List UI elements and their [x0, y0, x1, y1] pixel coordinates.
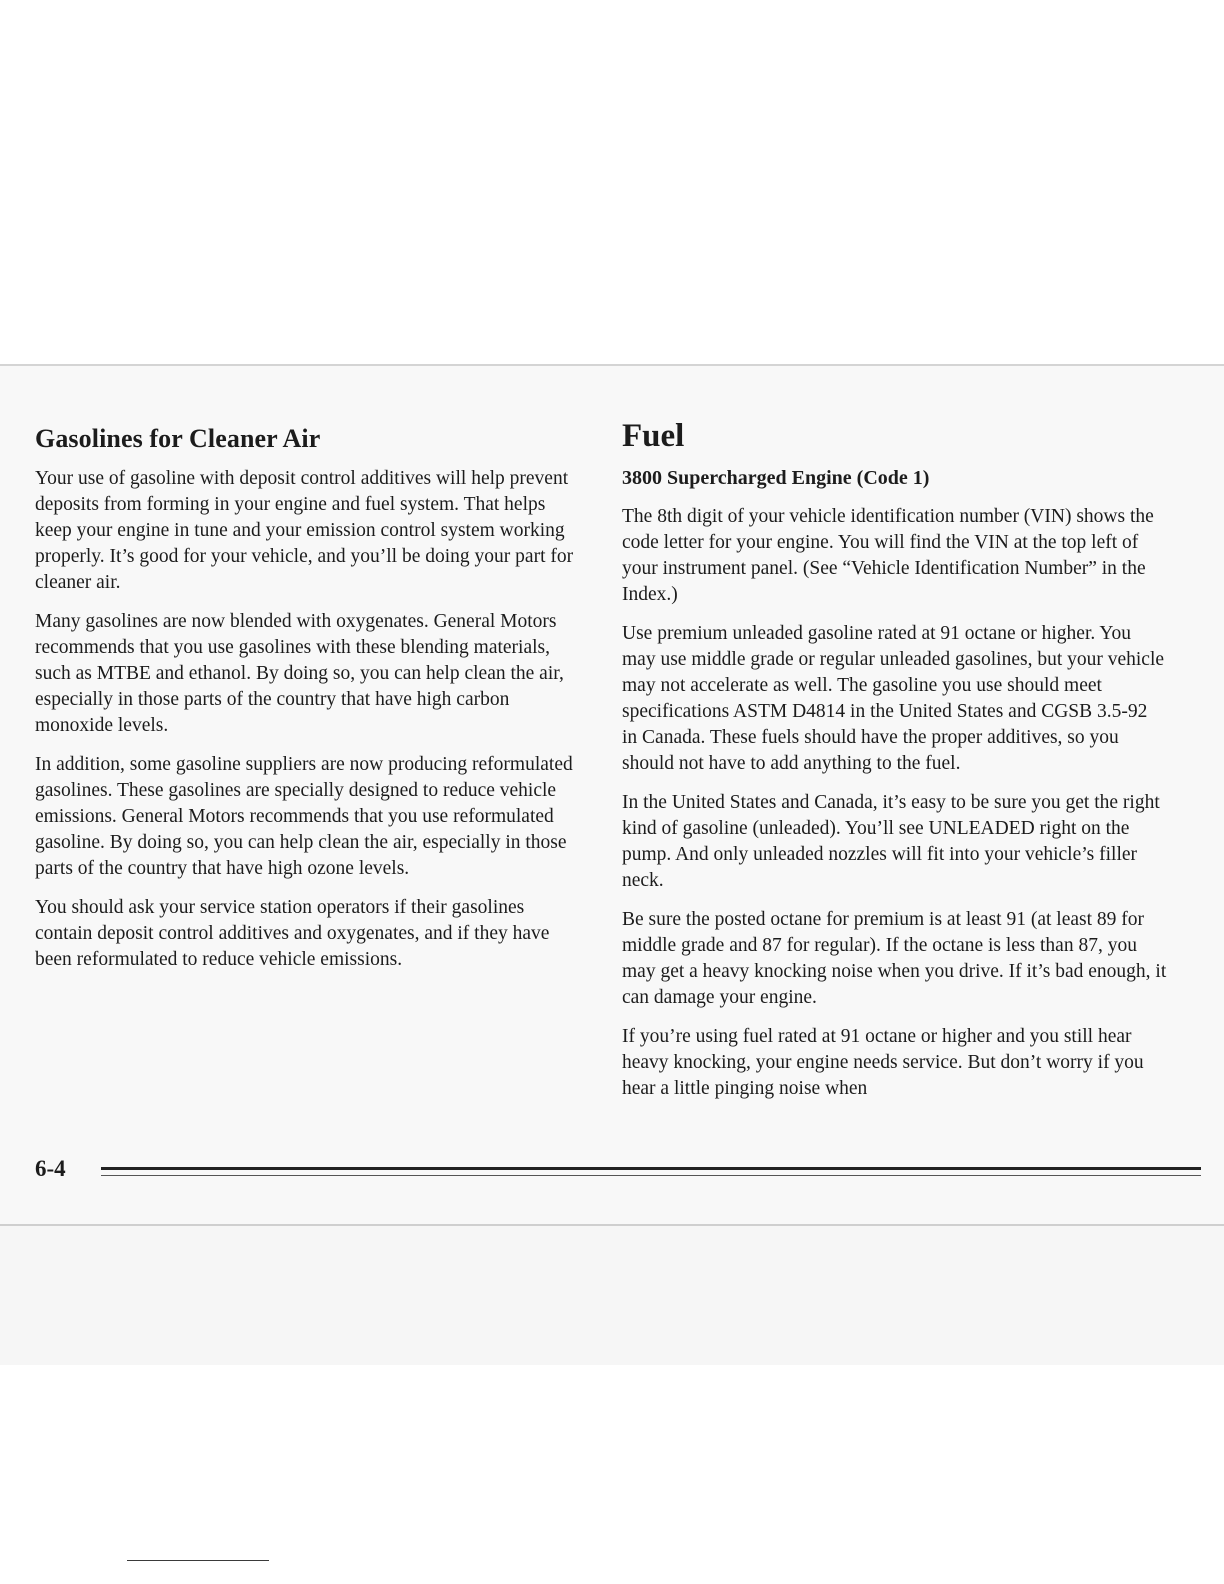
paragraph: Be sure the posted octane for premium is at least 91 (at least 89 for middle grade and 87 for regular). If the octane is less than 87, you may get a heavy knocking noise when you drive. If it’s bad enough, it can damage your engine. [622, 909, 1167, 1008]
gasolines-heading: Gasolines for Cleaner Air [35, 424, 321, 453]
paragraph: You should ask your service station operators if their gasolines contain deposit control additives and oxygenates, and if they have been reformulated to reduce vehicle emissions. [35, 897, 550, 970]
paragraph: In addition, some gasoline suppliers are now producing reformulated gasolines. These gasolines are specially designed to reduce vehicle emissions. General Motors recommends that you use reformulated gasoline. By doing so, you can help clean the air, especially in those parts of the country that have high ozone levels. [35, 754, 573, 879]
engine-subheading: 3800 Supercharged Engine (Code 1) [622, 467, 930, 489]
left-column [35, 424, 575, 986]
page-footer [35, 1156, 1165, 1186]
page-number: 6-4 [35, 1156, 66, 1181]
footer-rule-thin [101, 1175, 1201, 1176]
footer-rule-thick [101, 1167, 1201, 1170]
paragraph: Many gasolines are now blended with oxygenates. General Motors recommends that you use gasolines with these blending materials, such as MTBE and ethanol. By doing so, you can help clean the air, especially in those parts of the country that have high carbon monoxide levels. [35, 611, 564, 736]
paragraph: Your use of gasoline with deposit control additives will help prevent deposits from forming in your engine and fuel system. That helps keep your engine in tune and your emission control system working properly. It’s good for your vehicle, and you’ll be doing your part for cleaner air. [35, 468, 574, 593]
footnote-rule [127, 1560, 269, 1561]
paragraph: In the United States and Canada, it’s easy to be sure you get the right kind of gasoline (unleaded). You’ll see UNLEADED right on the pump. And only unleaded nozzles will fit into your vehicle’s filler neck. [622, 792, 1160, 891]
manual-page [0, 366, 1224, 1224]
paragraph: The 8th digit of your vehicle identification number (VIN) shows the code letter for your engine. You will find the VIN at the top left of your instrument panel. (See “Vehicle Identification Number” in the Index.) [622, 506, 1154, 605]
right-column [622, 418, 1167, 1115]
page-bottom-edge [0, 1224, 1224, 1226]
paragraph: Use premium unleaded gasoline rated at 91 octane or higher. You may use middle grade or regular unleaded gasolines, but your vehicle may not accelerate as well. The gasoline you use should meet specifications ASTM D4814 in the United States and CGSB 3.5-92 in Canada. These fuels should have the proper additives, so you should not have to add anything to the fuel. [622, 623, 1165, 774]
fuel-heading: Fuel [622, 418, 685, 454]
paragraph: If you’re using fuel rated at 91 octane or higher and you still hear heavy knocking, your engine needs service. But don’t worry if you hear a little pinging noise when [622, 1026, 1144, 1099]
